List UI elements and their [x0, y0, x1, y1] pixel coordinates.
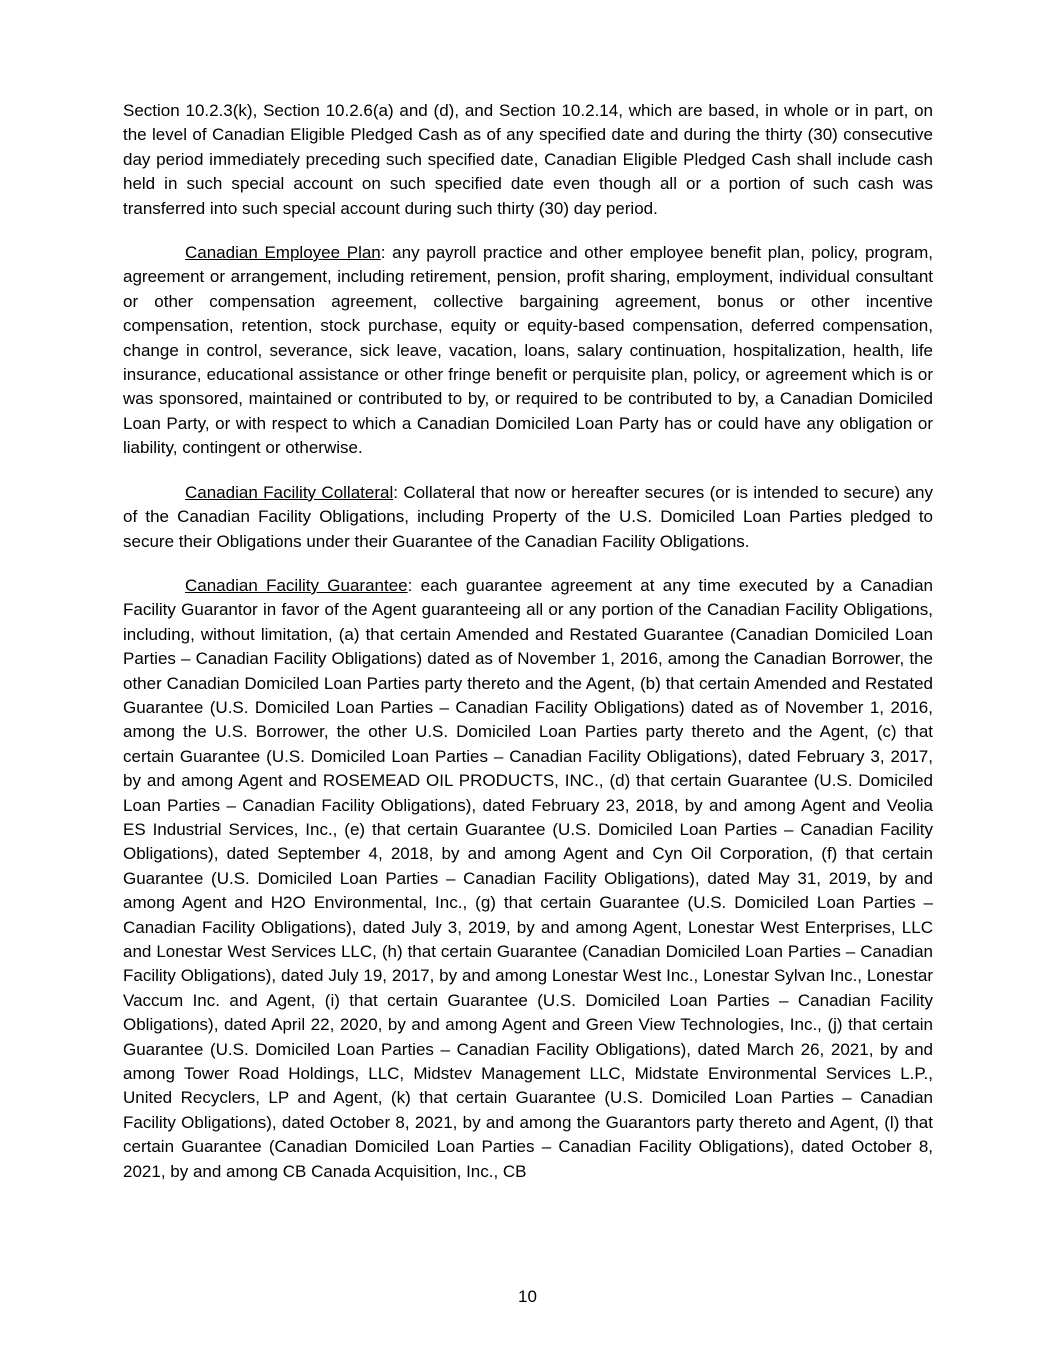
page-number: 10	[518, 1287, 537, 1306]
paragraph	[123, 99, 933, 221]
paragraph	[123, 574, 933, 1184]
paragraph-text: : any payroll practice and other employee benefit plan, policy, program, agreement or arrangement, including retirement, pension, profit sharing, employment, individual consultant or other compensation agreement, collective bargaining agreement, bonus or other incentive compensation, retention, stock purchase, equity or equity-based compensation, deferred compensation, change in control, severance, sick leave, vacation, loans, salary continuation, hospitalization, health, life insurance, educational assistance or other fringe benefit or perquisite plan, policy, or agreement which is or was sponsored, maintained or contributed to by, or required to be contributed to by, a Canadian Domiciled Loan Party, or with respect to which a Canadian Domiciled Loan Party has or could have any obligation or liability, contingent or otherwise.	[123, 243, 933, 458]
paragraph-text: : Collateral that now or hereafter secures (or is intended to secure) any of the Canadian Facility Obligations, including Property of the U.S. Domiciled Loan Parties pledged to secure their Obligations under their Guarantee of the Canadian Facility Obligations.	[123, 482, 933, 551]
defined-term: Canadian Facility Collateral	[185, 482, 394, 502]
paragraph-text: : each guarantee agreement at any time executed by a Canadian Facility Guarantor in favor of the Agent guaranteeing all or any portion of the Canadian Facility Obligations, including, without limitation, (a) that certain Amended and Restated Guarantee (Canadian Domiciled Loan Parties – Canadian Facility Obligations) dated as of November 1, 2016, among the Canadian Borrower, the other Canadian Domiciled Loan Parties party thereto and the Agent, (b) that certain Amended and Restated Guarantee (U.S. Domiciled Loan Parties – Canadian Facility Obligations) dated as of November 1, 2016, among the U.S. Borrower, the other U.S. Domiciled Loan Parties party thereto and the Agent, (c) that certain Guarantee (U.S. Domiciled Loan Parties – Canadian Facility Obligations), dated February 3, 2017, by and among Agent and ROSEMEAD OIL PRODUCTS, INC., (d) that certain Guarantee (U.S. Domiciled Loan Parties – Canadian Facility Obligations), dated February 23, 2018, by and among Agent and Veolia ES Industrial Services, Inc., (e) that certain Guarantee (U.S. Domiciled Loan Parties – Canadian Facility Obligations), dated September 4, 2018, by and among Agent and Cyn Oil Corporation, (f) that certain Guarantee (U.S. Domiciled Loan Parties – Canadian Facility Obligations), dated May 31, 2019, by and among Agent and H2O Environmental, Inc., (g) that certain Guarantee (U.S. Domiciled Loan Parties – Canadian Facility Obligations), dated July 3, 2019, by and among Agent, Lonestar West Enterprises, LLC and Lonestar West Services LLC, (h) that certain Guarantee (Canadian Domiciled Loan Parties – Canadian Facility Obligations), dated July 19, 2017, by and among Lonestar West Inc., Lonestar Sylvan Inc., Lonestar Vaccum Inc. and Agent, (i) that certain Guarantee (U.S. Domiciled Loan Parties – Canadian Facility Obligations), dated April 22, 2020, by and among Agent and Green View Technologies, Inc., (j) that certain Guarantee (U.S. Domiciled Loan Parties – Canadian Facility Obligations), dated March 26, 2021, by and among Tower Road Holdings, LLC, Midstev Management LLC, Midstate Environmental Services L.P., United Recyclers, LP and Agent, (k) that certain Guarantee (U.S. Domiciled Loan Parties – Canadian Facility Obligations), dated October 8, 2021, by and among the Guarantors party thereto and Agent, (l) that certain Guarantee (Canadian Domiciled Loan Parties – Canadian Facility Obligations), dated October 8, 2021, by and among CB Canada Acquisition, Inc., CB	[123, 575, 933, 1181]
paragraph	[123, 241, 933, 461]
defined-term: Canadian Employee Plan	[185, 243, 381, 263]
paragraph	[123, 481, 933, 554]
defined-term: Canadian Facility Guarantee	[185, 575, 408, 595]
paragraph-text: Section 10.2.3(k), Section 10.2.6(a) and (d), and Section 10.2.14, which are based, in whole or in part, on the level of Canadian Eligible Pledged Cash as of any specified date and during the thirty (30) consecutive day period immediately preceding such specified date, Canadian Eligible Pledged Cash shall include cash held in such special account on such specified date even though all or a portion of such cash was transferred into such special account during such thirty (30) day period.	[123, 101, 933, 218]
document-body	[123, 99, 933, 1204]
